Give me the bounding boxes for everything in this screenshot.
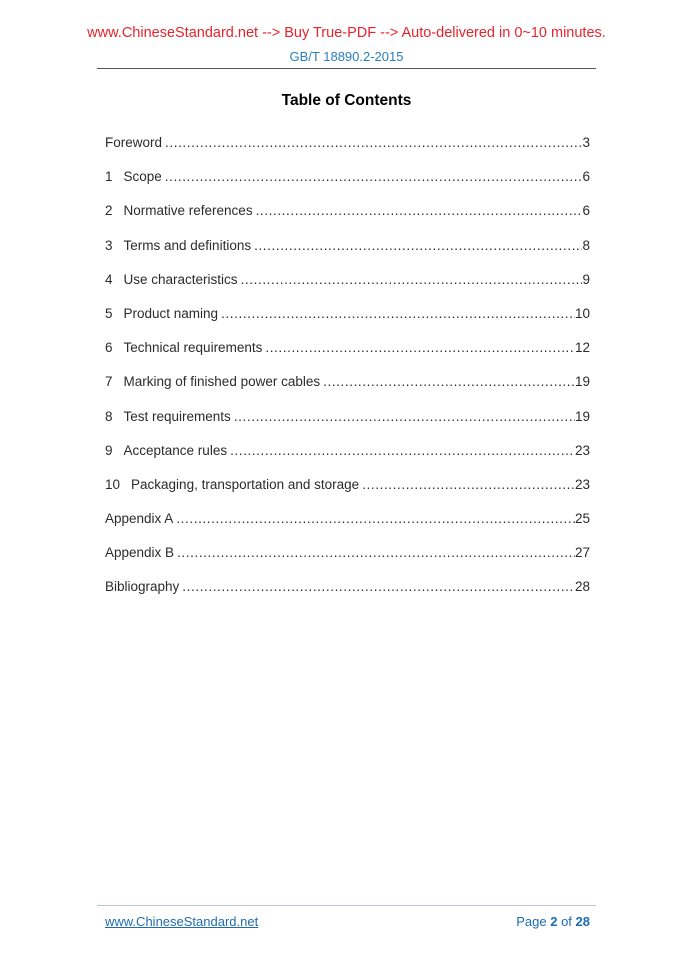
toc-entry-title: Test requirements <box>123 408 231 424</box>
toc-entry-title: Acceptance rules <box>123 442 228 458</box>
toc-entry[interactable] <box>105 570 590 604</box>
toc-entry-page: 23 <box>574 442 590 458</box>
toc-entry-number: 6 <box>105 340 113 356</box>
toc-entry-number: 8 <box>105 408 113 424</box>
toc-dot-leader <box>162 126 582 160</box>
toc-entry-number: 1 <box>105 169 113 185</box>
toc-entry-title: Terms and definitions <box>123 237 252 253</box>
toc-entry-title: Appendix A <box>105 511 174 527</box>
toc-entry-number: 5 <box>105 305 113 321</box>
toc-entry-page: 28 <box>574 579 590 595</box>
toc-entry[interactable] <box>105 194 590 228</box>
toc-entry[interactable] <box>105 502 590 536</box>
toc-entry-page: 3 <box>582 135 590 150</box>
footer-divider <box>97 905 596 906</box>
toc-entry-title: Appendix B <box>105 545 175 561</box>
toc-entry-page: 25 <box>574 511 590 527</box>
toc-entry-page: 9 <box>582 271 590 287</box>
toc-dot-leader <box>359 468 575 502</box>
toc-entry-title: Packaging, transportation and storage <box>131 476 360 492</box>
toc-dot-leader <box>231 400 575 434</box>
toc-entry[interactable] <box>105 468 590 502</box>
footer-site-link[interactable]: www.ChineseStandard.net <box>105 914 259 929</box>
toc-entry-title: Technical requirements <box>123 340 263 356</box>
toc-entry-title: Product naming <box>123 305 219 321</box>
toc-entry[interactable] <box>105 126 590 160</box>
toc-dot-leader <box>251 229 582 263</box>
toc-dot-leader <box>174 536 575 570</box>
toc-entry[interactable] <box>105 297 590 331</box>
page-indicator <box>516 911 590 933</box>
toc-entry-page: 23 <box>574 476 590 492</box>
toc-entry-page: 6 <box>582 169 590 185</box>
page-total: 28 <box>575 914 590 929</box>
toc-dot-leader <box>173 502 575 536</box>
toc-dot-leader <box>238 263 583 297</box>
toc-entry[interactable] <box>105 331 590 365</box>
page-current: 2 <box>550 914 558 929</box>
header-divider <box>97 68 596 69</box>
footer <box>105 911 590 933</box>
toc-entry-title: Use characteristics <box>123 271 238 287</box>
toc-dot-leader <box>179 570 575 604</box>
page-title: Table of Contents <box>281 92 412 109</box>
toc-entry-title: Bibliography <box>105 579 180 595</box>
toc-entry[interactable] <box>105 263 590 297</box>
banner-buy-link[interactable]: www.ChineseStandard.net --> Buy True-PDF --> Auto-delivered in 0~10 minutes. <box>87 25 606 41</box>
toc-entry[interactable] <box>105 536 590 570</box>
toc-entry-number: 4 <box>105 271 113 287</box>
toc-entry-number: 3 <box>105 237 113 253</box>
standard-number-header: GB/T 18890.2-2015 <box>289 49 404 64</box>
toc-entry[interactable] <box>105 160 590 194</box>
toc-dot-leader <box>227 434 575 468</box>
toc-entry[interactable] <box>105 229 590 263</box>
toc-entry[interactable] <box>105 365 590 399</box>
toc-entry-page: 8 <box>582 237 590 253</box>
toc-entry-page: 6 <box>582 203 590 219</box>
toc-entry-title: Scope <box>123 169 162 185</box>
toc-entry[interactable] <box>105 434 590 468</box>
toc-entry-title: Normative references <box>123 203 253 219</box>
toc-entry-page: 27 <box>574 545 590 561</box>
toc-dot-leader <box>262 331 575 365</box>
toc-entry-number: 9 <box>105 442 113 458</box>
toc-dot-leader <box>320 365 575 399</box>
toc-entry-page: 19 <box>574 374 590 390</box>
toc-entry-title: Foreword <box>105 135 163 150</box>
toc-entry-page: 19 <box>574 408 590 424</box>
toc-entry-number: 10 <box>105 476 121 492</box>
toc-entry-page: 10 <box>574 305 590 321</box>
toc-entry-page: 12 <box>574 340 590 356</box>
toc-list <box>105 126 590 605</box>
page-word: Page <box>516 914 547 929</box>
toc-entry-title: Marking of finished power cables <box>123 374 321 390</box>
toc-entry[interactable] <box>105 400 590 434</box>
toc-dot-leader <box>253 194 583 228</box>
of-word: of <box>561 914 572 929</box>
toc-entry-number: 2 <box>105 203 113 219</box>
toc-dot-leader <box>162 160 583 194</box>
toc-entry-number: 7 <box>105 374 113 390</box>
toc-dot-leader <box>218 297 575 331</box>
